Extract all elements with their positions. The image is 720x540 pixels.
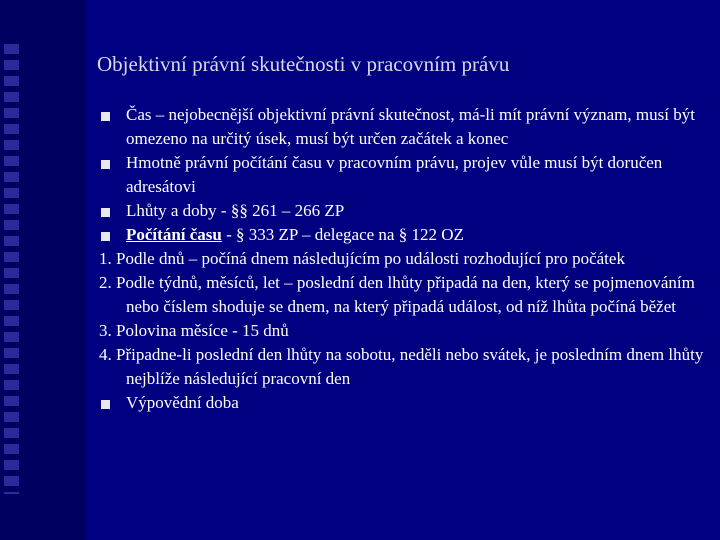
bullet-item-deadlines [99, 199, 709, 223]
slide-content [99, 103, 709, 415]
square-bullet-icon [101, 160, 110, 169]
numbered-item-days: 1. Podle dnů – počíná dnem následujícím po události rozhodující pro počátek [99, 249, 625, 268]
left-decorative-strip [0, 0, 86, 540]
bullet-text: Čas – nejobecnější objektivní právní skutečnost, má-li mít právní význam, musí být omezeno na určitý úsek, musí být určen začátek a konec [126, 105, 695, 148]
square-bullet-icon [101, 232, 110, 241]
square-bullet-icon [101, 400, 110, 409]
bullet-text: Lhůty a doby - §§ 261 – 266 ZP [126, 201, 345, 220]
numbered-item-weeks-months-years: 2. Podle týdnů, měsíců, let – poslední den lhůty připadá na den, který se pojmenováním nebo číslem shoduje se dnem, na který připadá událost, od níž lhůta počíná běžet [99, 273, 695, 316]
numbered-item-weekend-holiday: 4. Připadne-li poslední den lhůty na sobotu, neděli nebo svátek, je posledním dnem lhůty nejblíže následující pracovní den [99, 345, 704, 388]
bullet-text: Hmotně právní počítání času v pracovním právu, projev vůle musí být doručen adresátovi [126, 153, 663, 196]
emphasized-term: Počítání času [126, 225, 222, 244]
bullet-item-time [99, 103, 709, 151]
square-bullet-icon [101, 112, 110, 121]
bullet-text: Výpovědní doba [126, 393, 239, 412]
numbered-item-half-month: 3. Polovina měsíce - 15 dnů [99, 321, 289, 340]
square-bullet-icon [101, 208, 110, 217]
bullet-item-notice-period [99, 391, 709, 415]
decorative-square-column [4, 44, 19, 494]
bullet-item-counting [99, 151, 709, 199]
bullet-text: - § 333 ZP – delegace na § 122 OZ [221, 225, 464, 244]
bullet-item-time-counting [99, 223, 709, 247]
slide-title: Objektivní právní skutečnosti v pracovním právu [97, 52, 510, 76]
